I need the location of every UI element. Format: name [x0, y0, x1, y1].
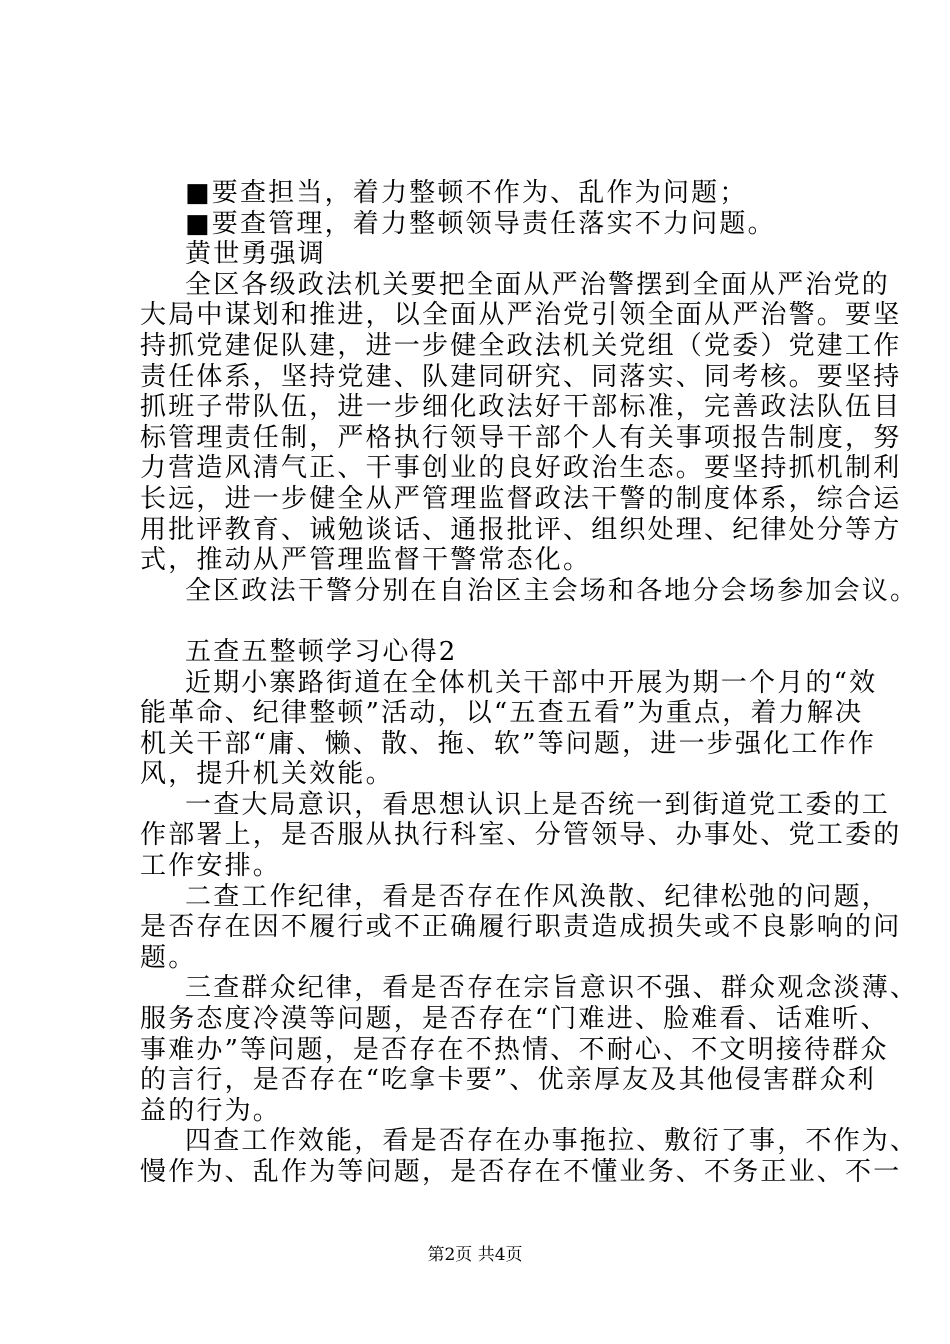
text-line: 黄世勇强调: [185, 239, 327, 270]
text-line: 作部署上，是否服从执行科室、分管领导、办事处、党工委的: [140, 820, 902, 851]
text-line: 全区政法干警分别在自治区主会场和各地分会场参加会议。: [185, 575, 919, 606]
text-line: 四查工作效能，看是否存在办事拖拉、敷衍了事，不作为、: [185, 1126, 919, 1157]
text-line: 是否存在因不履行或不正确履行职责造成损失或不良影响的问: [140, 912, 902, 943]
page-footer: 第2页 共4页: [427, 1245, 523, 1265]
text-line: 服务态度冷漠等问题，是否存在“门难进、脸难看、话难听、: [140, 1004, 889, 1035]
document-body: [140, 178, 919, 1188]
text-line: 力营造风清气正、干事创业的良好政治生态。要坚持抓机制利: [140, 453, 902, 484]
text-line: 能革命、纪律整顿”活动，以“五查五看”为重点，着力解决: [140, 698, 864, 729]
text-line: 长远，进一步健全从严管理监督政法干警的制度体系，综合运: [140, 483, 902, 514]
text-line: 题。: [140, 942, 197, 973]
text-line: 益的行为。: [140, 1095, 282, 1126]
text-line: 责任体系，坚持党建、队建同研究、同落实、同考核。要坚持: [140, 361, 902, 392]
text-line: 二查工作纪律，看是否存在作风涣散、纪律松弛的问题，: [185, 881, 891, 912]
text-line: 慢作为、乱作为等问题，是否存在不懂业务、不务正业、不一: [140, 1157, 902, 1187]
text-line: 三查群众纪律，看是否存在宗旨意识不强、群众观念淡薄、: [185, 973, 919, 1004]
text-line: 标管理责任制，严格执行领导干部个人有关事项报告制度，努: [140, 422, 902, 453]
text-line: ■要查管理，着力整顿领导责任落实不力问题。: [185, 208, 776, 239]
text-line: 的言行，是否存在“吃拿卡要”、优亲厚友及其他侵害群众利: [140, 1065, 876, 1096]
section-gap: [140, 606, 852, 637]
text-line: 机关干部“庸、懒、散、拖、软”等问题，进一步强化工作作: [140, 728, 876, 759]
text-line: 一查大局意识，看思想认识上是否统一到街道党工委的工: [185, 789, 891, 820]
text-line: ■要查担当，着力整顿不作为、乱作为问题；: [185, 178, 748, 208]
text-line: 大局中谋划和推进，以全面从严治党引领全面从严治警。要坚: [140, 300, 902, 331]
text-line: 抓班子带队伍，进一步细化政法好干部标准，完善政法队伍目: [140, 392, 902, 423]
text-line: 近期小寨路街道在全体机关干部中开展为期一个月的“效: [185, 667, 878, 698]
text-line: 风，提升机关效能。: [140, 759, 394, 790]
text-line: 工作安排。: [140, 851, 282, 882]
text-line: 事难办”等问题，是否存在不热情、不耐心、不文明接待群众: [140, 1034, 889, 1065]
section-five-checks: [140, 178, 919, 606]
text-line: 式，推动从严管理监督干警常态化。: [140, 545, 592, 576]
text-line: 五查五整顿学习心得2: [185, 636, 458, 667]
text-line: 持抓党建促队建，进一步健全政法机关党组（党委）党建工作: [140, 330, 902, 361]
section-study-notes-2: [140, 636, 919, 1188]
text-line: 用批评教育、诫勉谈话、通报批评、组织处理、纪律处分等方: [140, 514, 902, 545]
text-line: 全区各级政法机关要把全面从严治警摆到全面从严治党的: [185, 269, 891, 300]
